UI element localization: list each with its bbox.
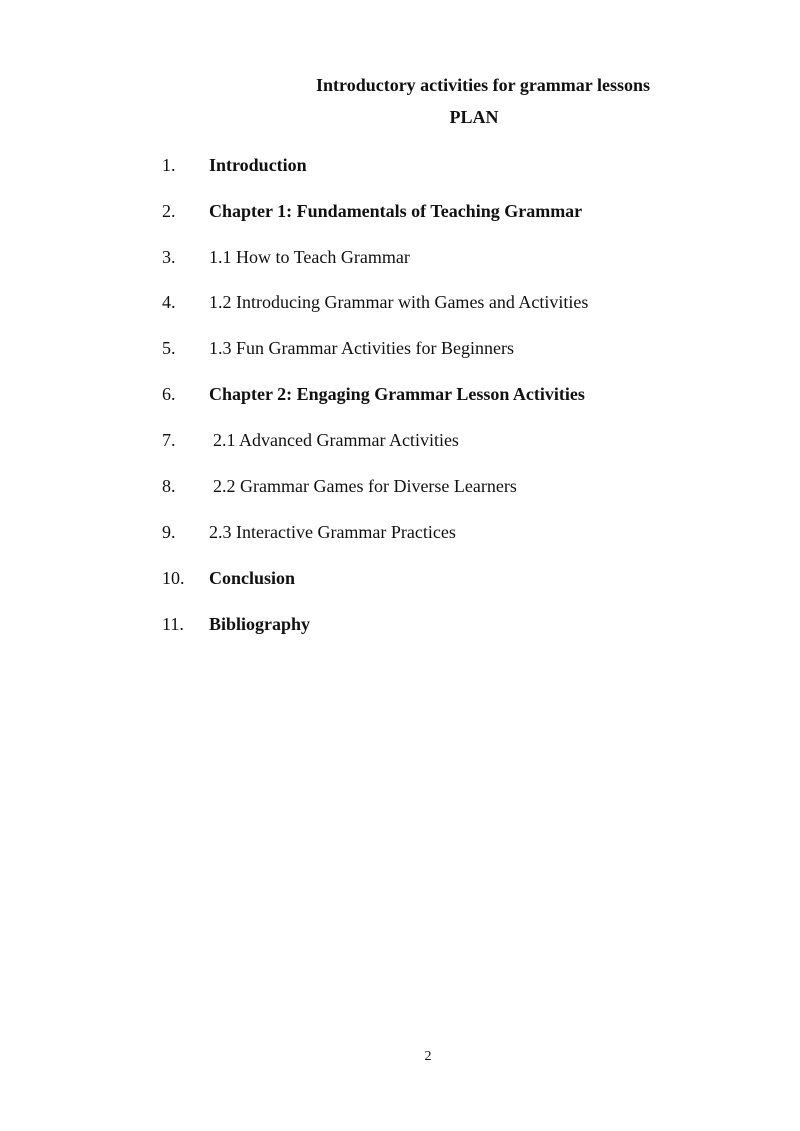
- plan-item-text: Chapter 1: Fundamentals of Teaching Grammar: [209, 201, 583, 221]
- plan-item-text: 2.1 Advanced Grammar Activities: [213, 430, 459, 450]
- plan-item-section-1-1: [0, 245, 800, 269]
- plan-item-bibliography: [0, 612, 800, 636]
- plan-item-number: 8.: [162, 476, 176, 496]
- plan-item-section-1-3: [0, 336, 800, 360]
- plan-item-number: 2.: [162, 201, 176, 221]
- page-number: 2: [424, 1049, 432, 1064]
- plan-item-number: 9.: [162, 522, 176, 542]
- plan-item-number: 7.: [162, 430, 176, 450]
- plan-item-number: 5.: [162, 338, 176, 358]
- plan-item-number: 3.: [162, 247, 176, 267]
- plan-item-number: 10.: [162, 568, 185, 588]
- plan-item-text: 2.2 Grammar Games for Diverse Learners: [213, 476, 517, 496]
- plan-item-number: 6.: [162, 384, 176, 404]
- plan-item-text: 2.3 Interactive Grammar Practices: [209, 522, 456, 542]
- plan-item-section-2-2: [0, 474, 800, 498]
- plan-item-text: 1.1 How to Teach Grammar: [209, 247, 410, 267]
- plan-item-number: 4.: [162, 292, 176, 312]
- plan-item-chapter-2: [0, 382, 800, 406]
- plan-item-text: Chapter 2: Engaging Grammar Lesson Activities: [209, 384, 585, 404]
- document-title: Introductory activities for grammar lessons: [316, 75, 650, 95]
- plan-item-chapter-1: [0, 199, 800, 223]
- plan-item-text: Conclusion: [209, 568, 296, 588]
- plan-item-section-1-2: [0, 290, 800, 314]
- plan-item-conclusion: [0, 566, 800, 590]
- plan-item-number: 11.: [162, 614, 184, 634]
- plan-item-text: Bibliography: [209, 614, 311, 634]
- plan-heading: PLAN: [449, 107, 499, 127]
- plan-item-text: 1.2 Introducing Grammar with Games and Activities: [209, 292, 589, 312]
- plan-item-number: 1.: [162, 155, 176, 175]
- plan-item-section-2-3: [0, 520, 800, 544]
- plan-item-introduction: [0, 153, 800, 177]
- plan-item-text: 1.3 Fun Grammar Activities for Beginners: [209, 338, 514, 358]
- plan-item-text: Introduction: [209, 155, 307, 175]
- plan-item-section-2-1: [0, 428, 800, 452]
